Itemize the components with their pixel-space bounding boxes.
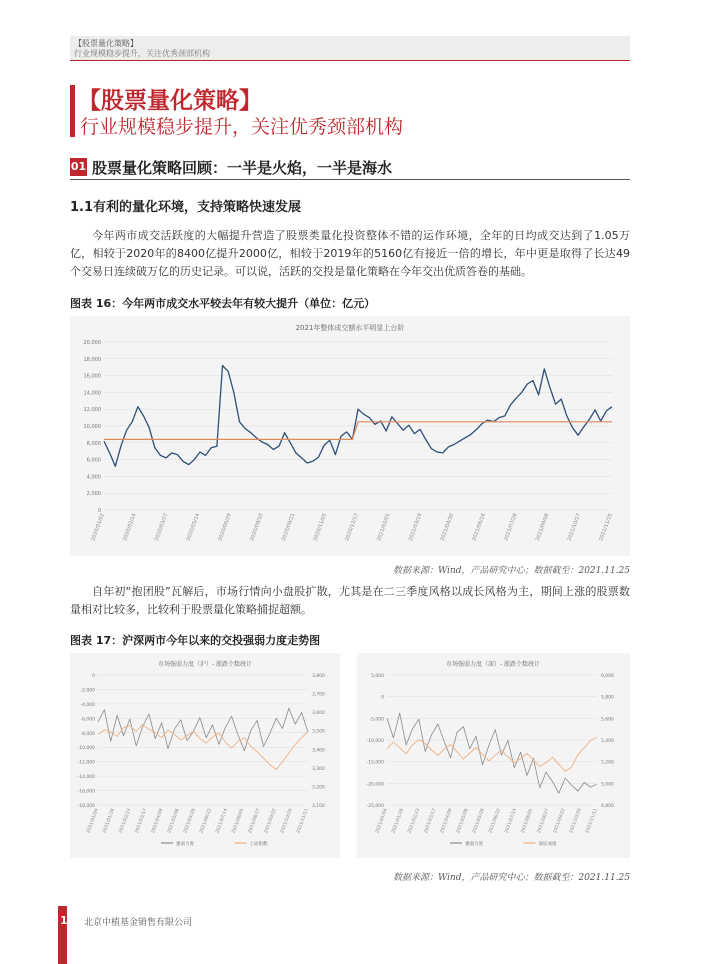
chart-17a-title: 市场强弱力度（沪）- 涨跌个数统计 xyxy=(157,661,253,668)
x-tick-label: 2021/10/20 xyxy=(280,807,294,835)
y-tick-label: -18,000 xyxy=(77,804,95,809)
figure-17-chart-sz xyxy=(357,653,630,858)
y-tick-label: 18,000 xyxy=(83,356,101,363)
y-tick-label: -6,000 xyxy=(80,717,95,723)
x-tick-label: 2021/01/28 xyxy=(391,807,406,835)
x-tick-label: 2021/09/08 xyxy=(534,512,551,542)
x-tick-label: 2020/05/14 xyxy=(185,512,202,542)
y2-tick-label: 3,800 xyxy=(312,674,325,679)
y2-tick-label: 5,000 xyxy=(601,782,614,788)
footer-company: 北京中植基金销售有限公司 xyxy=(84,918,193,928)
running-header-subtitle: 行业规模稳步提升，关注优秀颈部机构 xyxy=(74,49,210,58)
running-header xyxy=(70,36,630,60)
x-tick-label: 2020/01/02 xyxy=(90,512,106,542)
y2-tick-label: 3,700 xyxy=(312,692,325,698)
x-tick-label: 2021/06/22 xyxy=(488,807,502,835)
x-tick-label: 2021/01/04 xyxy=(86,807,100,835)
page-number: 14 xyxy=(60,914,76,927)
x-tick-label: 2021/03/17 xyxy=(423,807,438,835)
x-tick-label: 2021/05/28 xyxy=(183,807,197,835)
paragraph-1: 今年两市成交活跃度的大幅提升营造了股票类量化投资整体不错的运作环境，全年的日均成交达到了1.05万亿，相较于2020年的8400亿提升2000亿，相较于2019年的5160亿有接近一倍的增长，年中更是取得了长达49个交易日连续破万亿的历史记录。可以说，活跃的交投是量化策略在今年交出优质答卷的基础。 xyxy=(70,229,630,278)
x-tick-label: 2020/09/21 xyxy=(280,512,297,542)
series-line-1 xyxy=(98,708,308,751)
x-tick-label: 2021/11/11 xyxy=(585,807,599,835)
section-divider xyxy=(70,179,630,180)
y2-tick-label: 5,600 xyxy=(601,717,614,723)
y2-tick-label: 5,800 xyxy=(601,695,614,701)
y-tick-label: 0 xyxy=(97,508,101,514)
figure-17-chart-sh xyxy=(70,653,340,858)
x-tick-label: 2020/11/05 xyxy=(312,512,329,542)
y2-tick-label: 3,100 xyxy=(312,804,325,809)
x-tick-label: 2021/04/30 xyxy=(439,512,456,542)
chart-17a-svg xyxy=(70,653,340,858)
x-tick-label: 2021/09/22 xyxy=(553,807,567,835)
x-tick-label: 2021/10/20 xyxy=(569,807,583,835)
series-line-2 xyxy=(104,422,612,440)
x-tick-label: 2021/08/05 xyxy=(520,807,535,835)
x-tick-label: 2021/07/28 xyxy=(503,512,519,542)
legend-label: 强弱力度 xyxy=(465,842,483,847)
x-tick-label: 2021/08/05 xyxy=(231,807,246,835)
title-accent-bar xyxy=(70,85,75,137)
x-tick-label: 2021/06/22 xyxy=(199,807,213,835)
series-line-1 xyxy=(387,713,597,793)
x-tick-label: 2021/08/27 xyxy=(247,807,262,835)
legend-label: 深证成指 xyxy=(538,842,557,847)
y2-tick-label: 3,400 xyxy=(312,748,325,754)
y2-tick-label: 4,800 xyxy=(601,804,614,809)
y-tick-label: 4,000 xyxy=(86,474,101,481)
y-tick-label: -20,000 xyxy=(366,782,384,788)
section-title: 股票量化策略回顾：一半是火焰，一半是海水 xyxy=(92,159,393,177)
section-heading xyxy=(70,158,630,180)
y-tick-label: 14,000 xyxy=(83,390,101,397)
y-tick-label: 16,000 xyxy=(83,373,101,380)
x-tick-label: 2021/03/17 xyxy=(134,807,149,835)
figure-17-source: 数据来源：Wind，产品研究中心；数据截至：2021.11.25 xyxy=(392,873,630,883)
chart-17b-svg xyxy=(357,653,630,858)
y-tick-label: -16,000 xyxy=(77,789,95,795)
chart-16-title: 2021年整体成交额水平明显上台阶 xyxy=(295,324,405,332)
y-tick-label: -4,000 xyxy=(80,702,95,708)
x-tick-label: 2021/02/23 xyxy=(407,807,422,835)
x-tick-label: 2020/12/17 xyxy=(344,512,360,542)
y-tick-label: 20,000 xyxy=(83,340,101,346)
x-tick-label: 2021/04/09 xyxy=(439,807,454,835)
x-tick-label: 2020/08/10 xyxy=(249,512,265,542)
running-header-title: 【股票量化策略】 xyxy=(74,39,138,48)
figure-17-caption: 图表 17：沪深两市今年以来的交投强弱力度走势图 xyxy=(70,634,321,647)
y2-tick-label: 5,400 xyxy=(601,739,614,744)
x-tick-label: 2021/11/25 xyxy=(598,512,614,542)
section-number-badge: 01 xyxy=(70,158,87,176)
y-tick-label: -25,000 xyxy=(366,804,384,809)
y-tick-label: -5,000 xyxy=(369,717,384,723)
y-tick-label: 10,000 xyxy=(83,424,101,430)
x-tick-label: 2021/08/27 xyxy=(536,807,551,835)
y2-tick-label: 3,300 xyxy=(312,766,325,772)
x-tick-label: 2021/05/06 xyxy=(167,807,181,835)
y-tick-label: 6,000 xyxy=(86,457,101,464)
subsection-title: 1.1有利的量化环境，支持策略快速发展 xyxy=(70,200,302,215)
x-tick-label: 2020/06/29 xyxy=(217,512,233,542)
y-tick-label: 5,000 xyxy=(371,674,384,679)
y-tick-label: 0 xyxy=(381,695,384,701)
x-tick-label: 2021/04/09 xyxy=(150,807,165,835)
legend-label: 上证指数 xyxy=(249,842,268,847)
y2-tick-label: 6,000 xyxy=(601,674,614,679)
page-title: 【股票量化策略】 xyxy=(78,88,262,114)
y-tick-label: 12,000 xyxy=(83,407,101,414)
x-tick-label: 2021/07/14 xyxy=(215,807,230,835)
figure-16-chart xyxy=(70,316,630,556)
y-tick-label: 8,000 xyxy=(86,440,101,447)
y-tick-label: -14,000 xyxy=(77,775,95,781)
x-tick-label: 2021/05/28 xyxy=(472,807,486,835)
x-tick-label: 2021/02/23 xyxy=(118,807,133,835)
x-tick-label: 2020/03/27 xyxy=(153,512,170,542)
x-tick-label: 2021/01/28 xyxy=(102,807,117,835)
y2-tick-label: 3,200 xyxy=(312,785,325,791)
x-tick-label: 2021/09/22 xyxy=(264,807,278,835)
x-tick-label: 2021/11/11 xyxy=(296,807,310,835)
x-tick-label: 2021/03/19 xyxy=(407,512,424,542)
header-divider xyxy=(70,60,630,61)
y-tick-label: -10,000 xyxy=(366,739,384,744)
page-subtitle: 行业规模稳步提升，关注优秀颈部机构 xyxy=(80,116,404,138)
y2-tick-label: 3,500 xyxy=(312,729,325,735)
x-tick-label: 2021/06/16 xyxy=(471,512,487,542)
y-tick-label: -2,000 xyxy=(80,688,95,694)
figure-16-caption: 图表 16：今年两市成交水平较去年有较大提升（单位：亿元） xyxy=(70,297,376,310)
chart-17b-title: 市场强弱力度（深）- 涨跌个数统计 xyxy=(445,661,541,668)
y-tick-label: -10,000 xyxy=(77,746,95,752)
y-tick-label: -15,000 xyxy=(366,760,384,766)
x-tick-label: 2020/02/14 xyxy=(122,512,138,542)
x-tick-label: 2021/10/27 xyxy=(566,512,583,542)
paragraph-2: 自年初“抱团股”瓦解后，市场行情向小盘股扩散，尤其是在二三季度风格以成长风格为主，期间上涨的股票数量相对比较多，比较利于股票量化策略捕捉超额。 xyxy=(70,585,630,616)
series-line-2 xyxy=(387,737,597,771)
series-line-1 xyxy=(104,366,612,467)
y-tick-label: -8,000 xyxy=(80,731,95,737)
y-tick-label: 0 xyxy=(92,674,95,679)
chart-16-svg xyxy=(70,316,630,556)
y-tick-label: 2,000 xyxy=(86,491,101,498)
y2-tick-label: 5,200 xyxy=(601,760,614,766)
figure-16-source: 数据来源：Wind，产品研究中心；数据截至：2021.11.25 xyxy=(392,566,630,576)
x-tick-label: 2021/02/01 xyxy=(376,512,392,542)
x-tick-label: 2021/01/04 xyxy=(375,807,389,835)
legend-label: 强弱力度 xyxy=(176,842,194,847)
y-tick-label: -12,000 xyxy=(77,760,95,766)
x-tick-label: 2021/05/06 xyxy=(456,807,470,835)
y2-tick-label: 3,600 xyxy=(312,711,325,717)
x-tick-label: 2021/07/14 xyxy=(504,807,519,835)
